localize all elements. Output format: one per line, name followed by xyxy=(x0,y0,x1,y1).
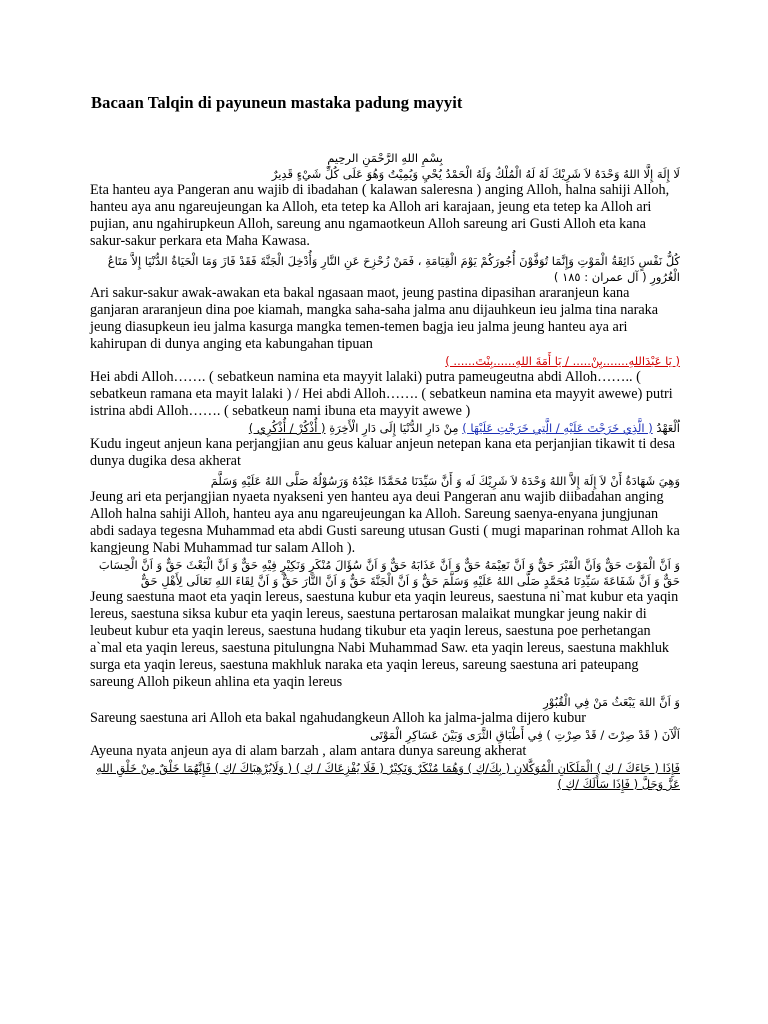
arabic-ali-imran-185: كُلُّ نَفْسٍ ذَائِقَةُ الْمَوْتِ وَإِنَّمَا تُوَفَّوْنَ أُجُورَكُمْ يَوْمَ الْقِيَامَةِ ، فَمَنْ زُحْزِحَ عَنِ النَّارِ وَأُدْخِلَ الْجَنَّةَ فَقَدْ فَازَ وَمَا الْحَيَاةُ الدُّنْيَا إِلاَّ مَتَاعُ الْغُرُورِ ( آل عمران : ١٨٥ ) xyxy=(107,254,680,284)
translation-ali-imran-185: Ari sakur-sakur awak-awakan eta bakal ngasaan maot, jeung pastina dipasihan araranjeun kana ganjaran araranjeun dina poe kiamah, mangka saha-saha jalma anu dijauhkeun ieu jalma tina naraka jeung diasupkeun ieu jalma kasurga mangka temen-temen bagja ieu jalma jeung hanteu aya ari kahirupan di dunya anging eta kabungahan tipuan xyxy=(90,285,659,352)
translation-resurrection: Sareung saestuna ari Alloh eta bakal ngahudangkeun Alloh ka jalma-jalma dijero kubur xyxy=(90,710,587,726)
translation-truths: Jeung saestuna maot eta yaqin lereus, saestuna kubur eta yaqin leureus, saestuna ni`mat kubur eta yaqin lereus, saestuna siksa kubur eta yaqin lereus, saestuna pertarosan malaikat mungkar jeung nakir di leubeut kubur eta yaqin lereus, saestuna hudang tikubur eta yaqin lereus, saestuna poe perhetangan a`mal eta yaqin lereus, saestuna pitulungna Nabi Muhammad Saw. eta yaqin lereus, saestuna makhluk surga eta yaqin lereus, saestuna makhluk naraka eta yaqin lereus, sareung saestuna ari pateupang sareung Alloh pikeun ahlina eta yaqin lereus xyxy=(90,589,679,690)
arabic-truths: وَ اَنَّ الْمَوْتَ حَقٌّ وَاَنَّ الْقَبْرَ حَقٌّ وَ اَنَّ نَعِيْمَهُ حَقٌّ وَ اَنَّ عَذَابَهُ حَقٌّ وَ اَنَّ سُؤَالَ مُنْكَرٍ وَنَكِيْرٍ فِيْهِ حَقٌّ وَ اَنَّ الْبَعْثَ حَقٌّ وَ اَنَّ الْحِسَابَ حَقٌّ وَ اَنَّ شَفَاعَةَ سَيِّدِنَا مُحَمَّدٍ صَلَّى اللهُ عَلَيْهِ وَسَلَّمَ حَقٌّ وَ اَنَّ الْجَنَّةَ حَقٌّ وَ اَنَّ النَّارَ حَقٌّ وَ اَنَّ لِقَاءَ اللهِ تَعَالَى لِأَهْلِ حَقٌّ xyxy=(98,558,680,588)
arabic-shahada: وَهِيَ شَهَادَةُ أَنْ لاَ إِلَهَ إِلاَّ اللهُ وَحْدَهُ لاَ شَرِيْكَ لَه وَ أَنَّ سَيِّدَنَا مُحَمَّدًا عَبْدُهُ وَرَسُوْلُهُ صَلَّى اللهُ عَلَيْهِ وَسَلَّمَ xyxy=(210,474,680,488)
document-body xyxy=(90,150,680,792)
translation-barzakh: Ayeuna nyata anjeun aya di alam barzah , alam antara dunya sareung akherat xyxy=(90,743,527,759)
arabic-covenant-line xyxy=(90,420,680,436)
translation-tahlil: Eta hanteu aya Pangeran anu wajib di ibadahan ( kalawan saleresna ) anging Alloh, halna sahiji Alloh, hanteu aya anu ngareujeungan ka Alloh, eta tetep ka Alloh ari karajaan, jeung eta tetep ka Alloh ari pujian, anu ngahirupkeun Alloh, sareung anu ngamaotkeun Alloh sareung ari Gusti Alloh eta kana sakur-sakur perkara eta Maha Kawasa. xyxy=(90,182,670,249)
arabic-covenant-world: مِنْ دَارِ الدُّنْيَا إِلَى دَارِ الْأَخِرَةِ xyxy=(329,421,459,435)
arabic-resurrection: وَ اَنَّ اللهَ يَبْعَثُ مَنْ فِي الْقُبُوْرِ xyxy=(543,695,680,709)
translation-covenant: Kudu ingeut anjeun kana perjangjian anu geus kaluar anjeun netepan kana eta perjanjian tikawit ti desa dunya dugika desa akherat xyxy=(90,436,676,469)
arabic-tahlil: لَا إِلَهَ إِلَّا اللهُ وَحْدَهُ لاَ شَرِيْكَ لَهُ لَهُ الْمُلْكُ وَلَهُ الْحَمْدُ يُحْيِ وَيُمِيْتُ وَهُوَ عَلَى كُلِّ شَيْءٍ قَدِيرٌ xyxy=(271,167,680,181)
translation-shahada: Jeung ari eta perjangjian nyaeta nyakseni yen hanteu aya deui Pangeran anu wajib diibadahan anging Alloh halna sahiji Alloh, hanteu aya anu ngareujeungan ka Alloh. Sareung saenya-enyana jungjunan abdi sadaya tegesna Muhammad eta abdi Gusti sareung utusan Gusti ( mugi maparinan rohmat Alloh ka kangjeung Nabi Muhammad tur salam Alloh ). xyxy=(90,489,680,556)
arabic-two-angels: فَإِذَا ( جَاءَكَ / كِ ) الْمَلَكَانِ الْمُوَكَّلانِ ( بِكَ/كِ ) وَهُمَا مُنْكَرٌ وَنَكِيْرٌ ( فَلَا يُفْزِعَاكَ / كِ ) ( وَلَايُرْهِبَاكَ /كِ ) فَإِنَّهُمَا خَلْقٌ مِنْ خَلْقِ اللهِ عَزَّ وَجَلَّ ( فَإِذَا سَأَلَكَ /كِ ) xyxy=(96,761,680,791)
arabic-call-name: ( يَا عَبْدَاللهِ.......بِنْ..... / يَا أَمَةَ اللهِ......بِنْتَ...... ) xyxy=(445,354,680,368)
arabic-remember-variant: ( أُذْكُرْ / أُذْكُرِي ) xyxy=(248,421,326,435)
document-title: Bacaan Talqin di payuneun mastaka padung mayyit xyxy=(91,93,463,112)
arabic-covenant-gender-variant: ( الَّذِي خَرَجْتَ عَلَيْهِ / الَّتِي خَرَجْتِ عَلَيْهَا ) xyxy=(462,421,653,435)
basmalah-line: بِسْمِ اللهِ الرَّحْمَنِ الرحِيمِ xyxy=(327,151,443,165)
translation-call-name: Hei abdi Alloh……. ( sebatkeun namina eta mayyit lalaki) putra pameugeutna abdi Alloh…….. ( sebatkeun ramana eta mayit lalaki ) / Hei abdi Alloh……. ( sebatkeun namina eta mayyit awewe) putri istrina abdi Alloh……. ( sebatkeun nami ibuna eta mayyit awewe ) xyxy=(90,369,673,419)
arabic-barzakh: اَلْآنَ ( قَدْ صِرْتَ / قَدْ صِرْتِ ) فِي أَطْبَاقِ الثَّرَى وَبَيْنَ عَسَاكِرِ الْمَوْتَى xyxy=(370,728,680,742)
arabic-covenant-word: اُلْعَهْدُ xyxy=(656,421,680,435)
